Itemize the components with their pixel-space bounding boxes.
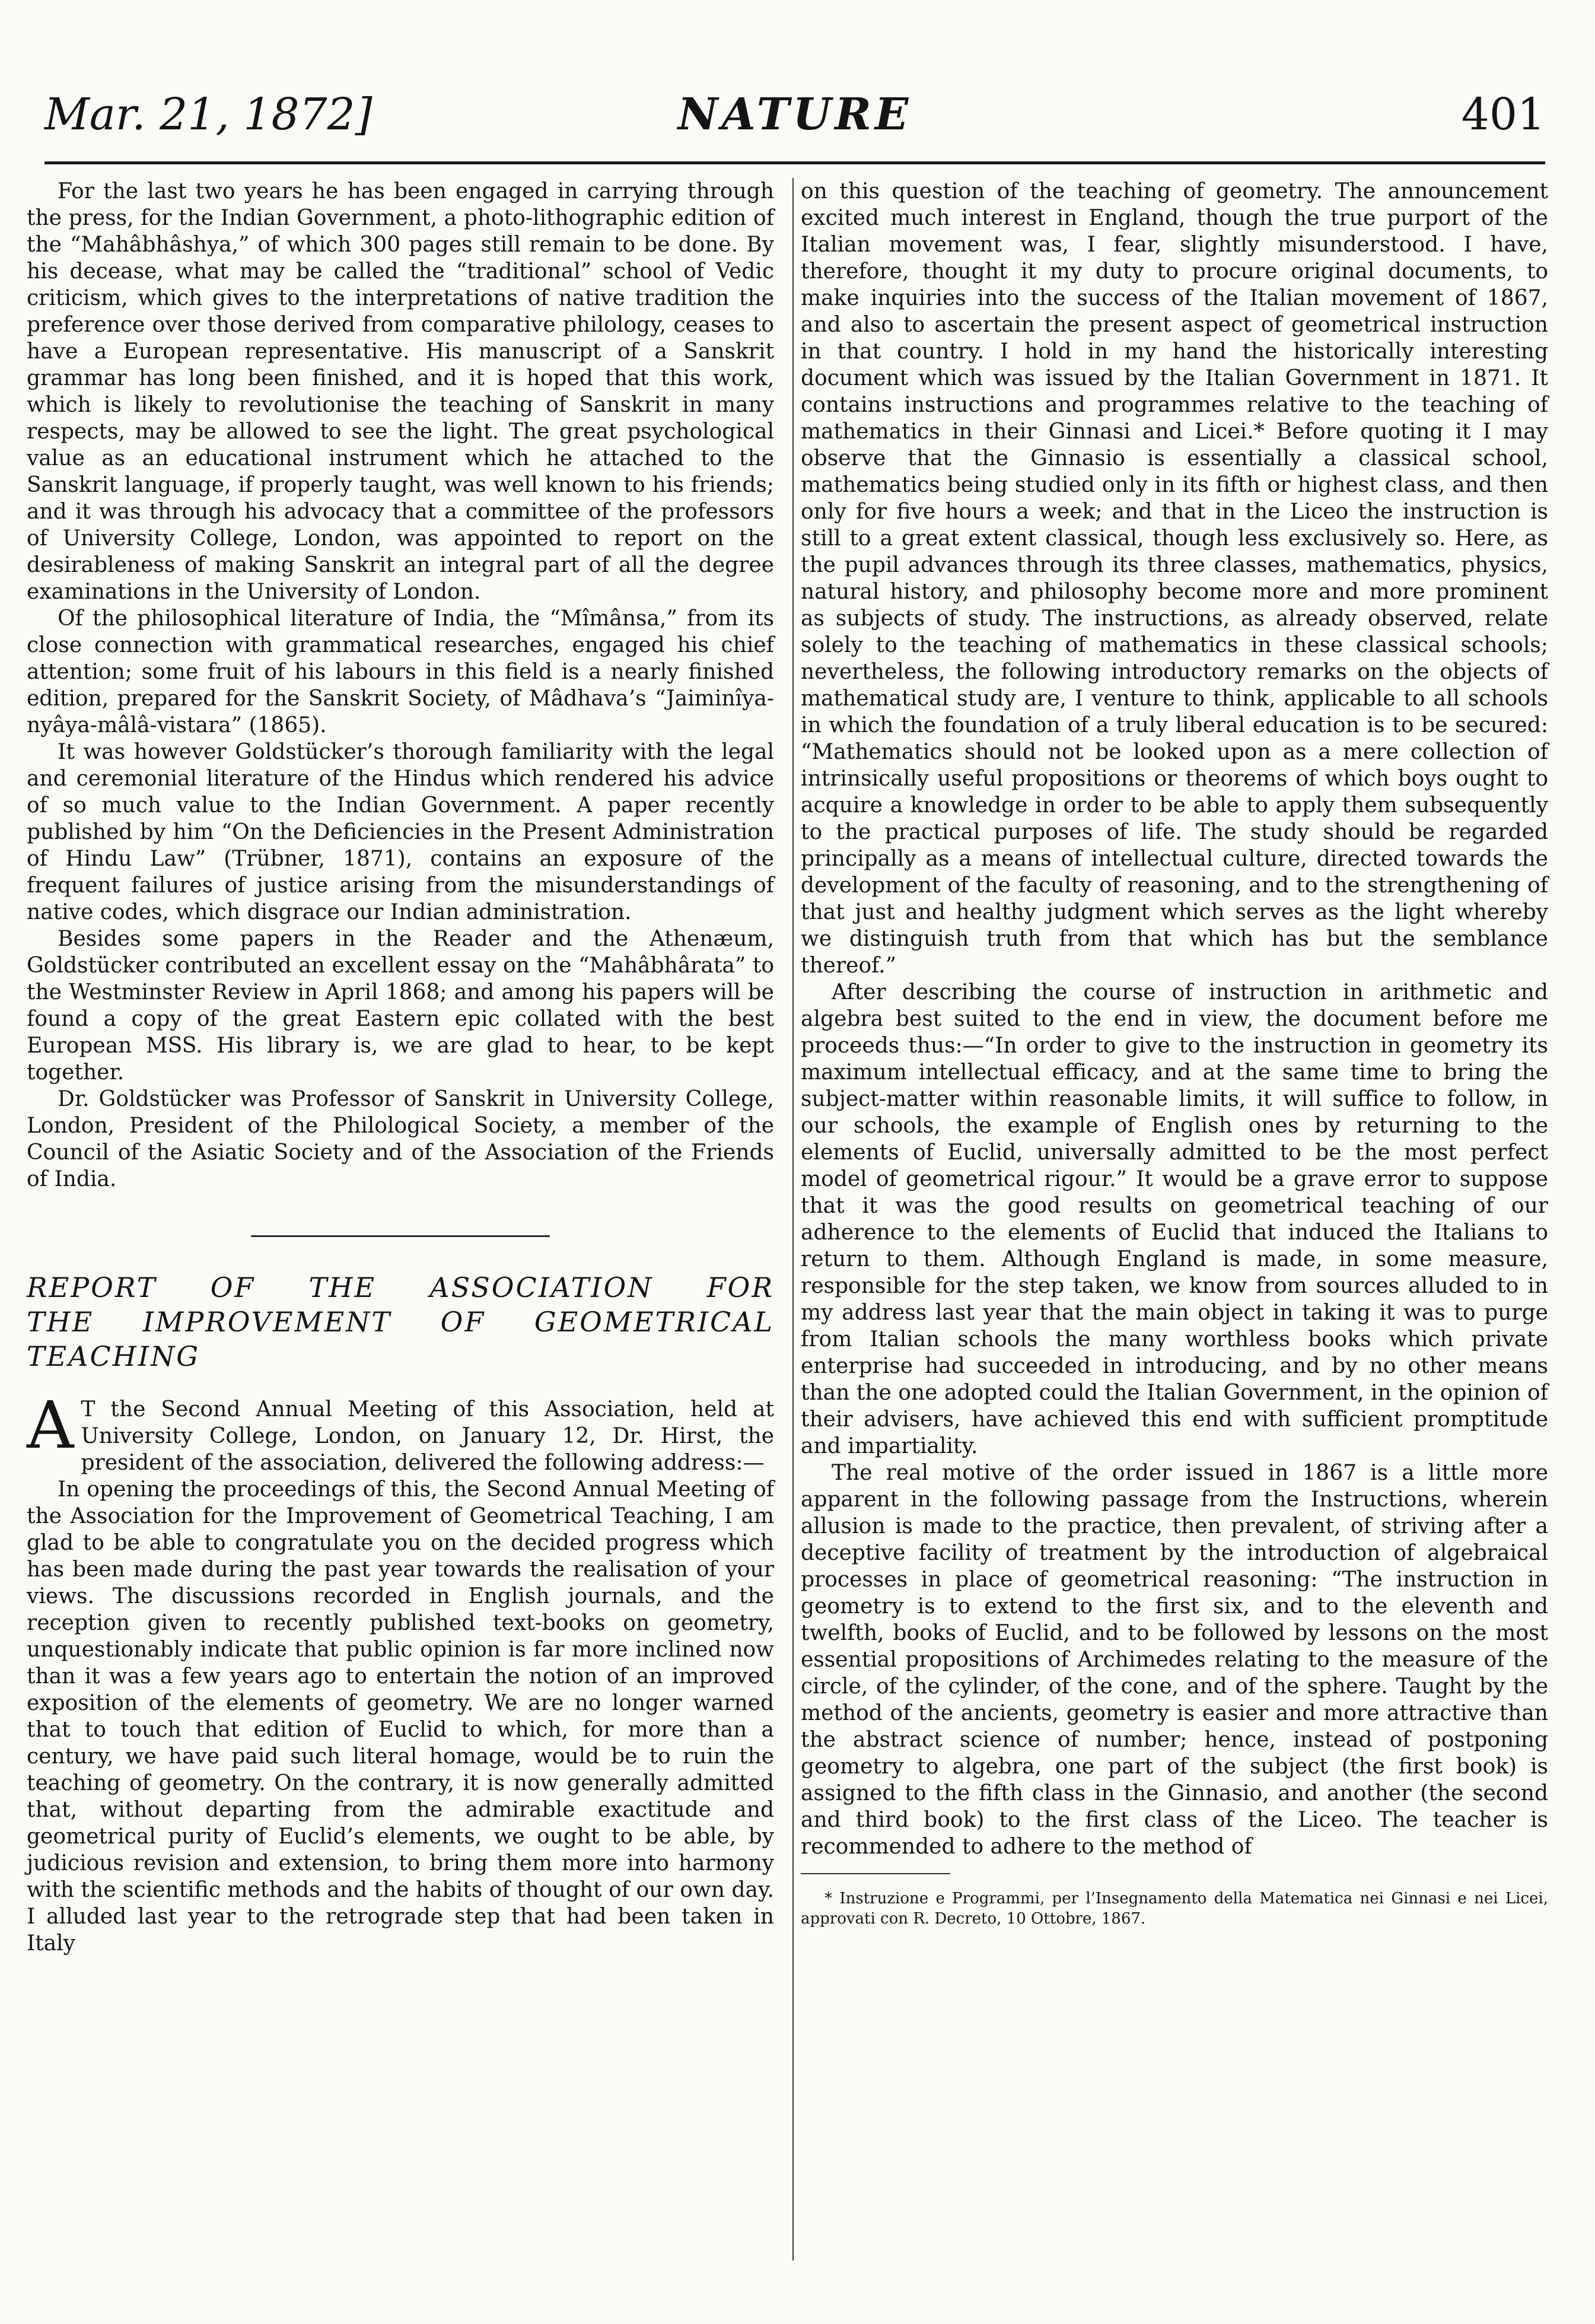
article-paragraph: In opening the proceedings of this, the Second Annual Meeting of the Association for the Improvement of Geometrical Teaching, I am glad to be able to congratulate you on the decided progress which has been made during the past year towards the realisation of your views. The discussions recorded in English journals, and the reception given to recently published text-books on geometry, unquestionably indicate that public opinion is far more inclined now than it was a few years ago to entertain the notion of an improved exposition of the elements of geometry. We are no longer warned that to touch that edition of Euclid to which, for more than a century, we have paid such literal homage, would be to ruin the teaching of geometry. On the contrary, it is now generally admitted that, without departing from the admirable exactitude and geometrical purity of Euclid’s elements, we ought to be able, by judicious revision and extension, to bring them more into harmony with the scientific methods and the habits of thought of our own day. I alluded last year to the retrograde step that had been taken in Italy bbox=[27, 1477, 774, 1956]
section-divider bbox=[251, 1235, 550, 1237]
drop-cap: A bbox=[27, 1387, 74, 1463]
page-number: 401 bbox=[1461, 89, 1545, 140]
journal-title: NATURE bbox=[677, 89, 912, 140]
issue-date: Mar. 21, 1872] bbox=[44, 89, 373, 140]
page-header bbox=[44, 89, 1545, 154]
article-intro-text: T the Second Annual Meeting of this Association, held at University College, London, on January 12, Dr. Hirst, the president of the association, delivered the following address:— bbox=[81, 1397, 774, 1475]
obituary-paragraph: For the last two years he has been engaged in carrying through the press, for the Indian Government, a photo-lithographic edition of the “Mahâbhâshya,” of which 300 pages still remain to be done. By his decease, what may be called the “traditional” school of Vedic criticism, which gives to the interpretations of native tradition the preference over those derived from comparative philology, ceases to have a European representative. His manuscript of a Sanskrit grammar has long been finished, and it is hoped that this work, which is likely to revolutionise the teaching of Sanskrit in many respects, may be allowed to see the light. The great psychological value as an educational instrument which he attached to the Sanskrit language, if properly taught, was well known to his friends; and it was through his advocacy that a committee of the professors of University College, London, was appointed to report on the desirableness of making Sanskrit an integral part of all the degree examinations in the University of London. bbox=[27, 179, 774, 604]
obituary-paragraph: Of the philosophical literature of India, the “Mîmânsa,” from its close connection with grammatical researches, engaged his chief attention; some fruit of his labours in this field is a nearly finished edition, prepared for the Sanskrit Society, of Mâdhava’s “Jaiminîya-nyâya-mâlâ-vistara” (1865). bbox=[27, 606, 774, 737]
obituary-paragraph: Besides some papers in the Reader and the Athenæum, Goldstücker contributed an excellent essay on the “Mahâbhârata” to the Westminster Review in April 1868; and among his papers will be found a copy of the great Eastern epic collated with the best European MSS. His library is, we are glad to hear, to be kept together. bbox=[27, 927, 774, 1085]
column-rule bbox=[792, 178, 794, 2261]
obituary-paragraph: It was however Goldstücker’s thorough familiarity with the legal and ceremonial literature of the Hindus which rendered his advice of so much value to the Indian Government. A paper recently published by him “On the Deficiencies in the Present Administration of Hindu Law” (Trübner, 1871), contains an exposure of the frequent failures of justice arising from the misunderstandings of native codes, which disgrace our Indian administration. bbox=[27, 740, 774, 924]
footnote-rule bbox=[801, 1873, 950, 1874]
obituary-paragraph: Dr. Goldstücker was Professor of Sanskrit in University College, London, President of the Philological Society, a member of the Council of the Asiatic Society and of the Association of the Friends of India. bbox=[27, 1087, 774, 1191]
article-paragraph: After describing the course of instruction in arithmetic and algebra best suited to the end in view, the document before me proceeds thus:—“In order to give to the instruction in geometry its maximum intellectual efficacy, and at the same time to bring the subject-matter within reasonable limits, it will suffice to follow, in our schools, the example of English ones by returning to the elements of Euclid, universally admitted to be the most perfect model of geometrical rigour.” It would be a grave error to suppose that it was the good results on geometrical teaching of our adherence to the elements of Euclid that induced the Italians to return to them. Although England is made, in some measure, responsible for the step taken, we know from sources alluded to in my address last year that the main object in taking it was to purge from Italian schools the many worthless books which private enterprise had succeeded in introducing, and by no other means than the one adopted could the Italian Government, in the opinion of their advisers, have achieved this end with sufficient promptitude and impartiality. bbox=[801, 980, 1548, 1458]
footnote: * Instruzione e Programmi, per l’Insegnamento della Matematica nei Ginnasi e nei Licei, approvati con R. Decreto, 10 Ottobre, 1867. bbox=[801, 1890, 1548, 1928]
article-paragraph: The real motive of the order issued in 1867 is a little more apparent in the following passage from the Instructions, wherein allusion is made to the practice, then prevalent, of striving after a deceptive facility of treatment by the introduction of algebraical processes in place of geometrical reasoning: “The instruction in geometry is to extend to the first six, and to the eleventh and twelfth, books of Euclid, and to be followed by lessons on the most essential propositions of Archimedes relating to the measure of the circle, of the cylinder, of the cone, and of the sphere. Taught by the method of the ancients, geometry is easier and more attractive than the abstract science of number; hence, instead of postponing geometry to algebra, one part of the subject (the first book) is assigned to the fifth class in the Ginnasio, and another (the second and third book) to the first class of the Liceo. The teacher is recommended to adhere to the method of bbox=[801, 1461, 1548, 1859]
article-intro bbox=[27, 1387, 774, 1476]
header-rule bbox=[44, 161, 1545, 164]
left-column bbox=[27, 178, 774, 1957]
article-title: REPORT OF THE ASSOCIATION FOR THE IMPROVEMENT OF GEOMETRICAL TEACHING bbox=[27, 1271, 774, 1372]
article-paragraph: on this question of the teaching of geometry. The announcement excited much interest in England, though the true purport of the Italian movement was, I fear, slightly misunderstood. I have, therefore, thought it my duty to procure original documents, to make inquiries into the success of the Italian movement of 1867, and also to ascertain the present aspect of geometrical instruction in that country. I hold in my hand the historically interesting document which was issued by the Italian Government in 1871. It contains instructions and programmes relative to the teaching of mathematics in their Ginnasi and Licei.* Before quoting it I may observe that the Ginnasio is essentially a classical school, mathematics being studied only in its fifth or highest class, and then only for five hours a week; and that in the Liceo the instruction is still to a great extent classical, though less exclusively so. Here, as the pupil advances through its three classes, mathematics, physics, natural history, and philosophy become more and more prominent as subjects of study. The instructions, as already observed, relate solely to the teaching of mathematics in these classical schools; nevertheless, the following introductory remarks on the objects of mathematical study are, I venture to think, applicable to all schools in which the foundation of a truly liberal education is to be secured: “Mathematics should not be looked upon as a mere collection of intrinsically useful propositions or theorems of which boys ought to acquire a knowledge in order to be able to apply them subsequently to the practical purposes of life. The study should be regarded principally as a means of intellectual culture, directed towards the development of the faculty of reasoning, and to the strengthening of that just and healthy judgment which serves as the light whereby we distinguish truth from that which has but the semblance thereof.” bbox=[801, 179, 1548, 978]
right-column bbox=[801, 178, 1548, 1929]
